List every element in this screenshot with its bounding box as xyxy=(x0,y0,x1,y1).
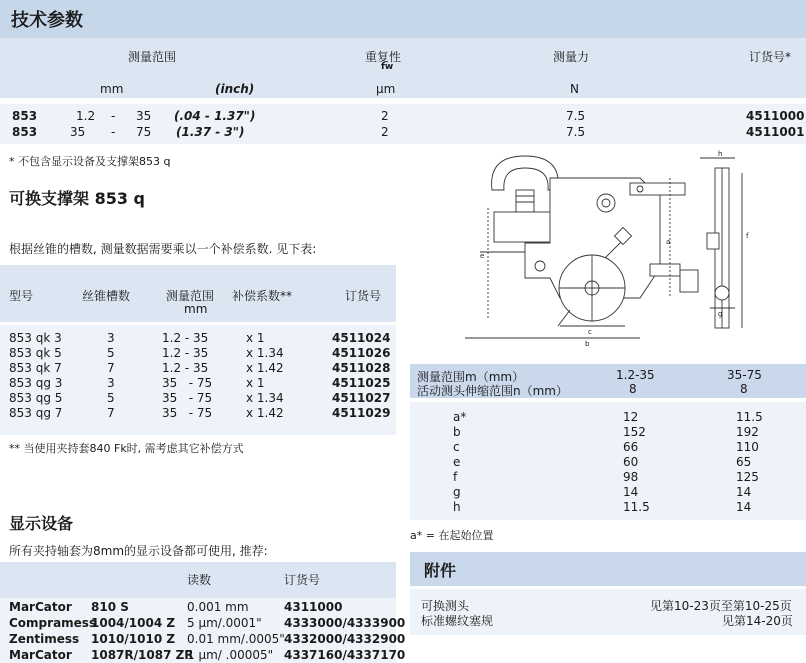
display-row-name: MarCator xyxy=(9,600,72,614)
support-row-flutes: 5 xyxy=(107,346,115,360)
dimension-key: c xyxy=(453,440,460,454)
support-row-range: 35 - 75 xyxy=(162,391,213,405)
support-header-flutes: 丝锥槽数 xyxy=(82,289,131,303)
dimension-value-1: 11.5 xyxy=(623,500,650,514)
tech-row-model: 853 xyxy=(12,109,38,123)
support-row-model: 853 qg 3 xyxy=(9,376,63,390)
accessory-ref: 见第10-23页至第10-25页 xyxy=(650,599,792,613)
dimension-value-2: 14 xyxy=(736,500,752,514)
support-desc: 根据丝锥的槽数, 测量数据需要乘以一个补偿系数. 见下表: xyxy=(9,242,317,256)
dim-label-f: f xyxy=(746,232,749,240)
display-header-reading: 读数 xyxy=(187,573,212,587)
tech-row-order: 4511001 xyxy=(746,125,805,139)
dim-travel-label: 活动测头伸缩范围n（mm） xyxy=(417,384,568,398)
support-row-model: 853 qg 7 xyxy=(9,406,63,420)
tech-row-model: 853 xyxy=(12,125,38,139)
dimension-key: e xyxy=(453,455,461,469)
col-header-force: 测量力 xyxy=(553,50,590,64)
tech-row-force: 7.5 xyxy=(566,125,586,139)
support-row-range: 1.2 - 35 xyxy=(162,361,209,375)
display-header-order: 订货号 xyxy=(284,573,321,587)
dimension-value-2: 14 xyxy=(736,485,752,499)
dimension-key: h xyxy=(453,500,461,514)
support-row-flutes: 7 xyxy=(107,406,115,420)
dimension-value-1: 60 xyxy=(623,455,639,469)
display-row-order: 4337160/4337170 xyxy=(284,648,406,662)
support-row-flutes: 3 xyxy=(107,331,115,345)
tech-row-to: 75 xyxy=(136,125,152,139)
display-row-name: MarCator xyxy=(9,648,72,662)
dimension-value-1: 98 xyxy=(623,470,639,484)
display-row-reading: 0.01 mm/.0005" xyxy=(187,632,285,646)
dimension-key: a* xyxy=(453,410,467,424)
dim-label-e: e xyxy=(480,252,485,260)
support-row-model: 853 qk 7 xyxy=(9,361,62,375)
support-row-range: 35 - 75 xyxy=(162,376,213,390)
tech-params-note: * 不包含显示设备及支撑架853 q xyxy=(9,155,171,168)
support-row-factor: x 1 xyxy=(246,331,265,345)
tech-row-inch: (1.37 - 3") xyxy=(176,125,245,139)
support-title: 可换支撑架 853 q xyxy=(9,189,145,208)
unit-mm: mm xyxy=(100,82,124,96)
accessory-label: 可换测头 xyxy=(421,599,470,613)
dimensions-note: a* = 在起始位置 xyxy=(410,529,494,542)
display-row-name: Compramess xyxy=(9,616,97,630)
support-row-factor: x 1.34 xyxy=(246,346,284,360)
display-row-reading: 5 µm/.0001" xyxy=(187,616,262,630)
col-header-order: 订货号* xyxy=(749,50,792,64)
support-row-range: 35 - 75 xyxy=(162,406,213,420)
accessories-title: 附件 xyxy=(424,561,457,580)
dimension-value-2: 192 xyxy=(736,425,759,439)
tech-row-from: 1.2 xyxy=(76,109,96,123)
unit-n: N xyxy=(570,82,579,96)
support-row-factor: x 1.34 xyxy=(246,391,284,405)
support-row-order: 4511028 xyxy=(332,361,391,375)
tech-row-to: 35 xyxy=(136,109,152,123)
support-header-model: 型号 xyxy=(9,289,34,303)
dimension-value-2: 11.5 xyxy=(736,410,763,424)
accessory-label: 标准螺纹塞规 xyxy=(421,614,494,628)
dimension-value-1: 12 xyxy=(623,410,639,424)
support-row-range: 1.2 - 35 xyxy=(162,331,209,345)
dim-label-a: a xyxy=(666,238,671,246)
display-desc: 所有夹持轴套为8mm的显示设备都可使用, 推荐: xyxy=(9,544,268,558)
support-row-factor: x 1 xyxy=(246,376,265,390)
dimension-value-2: 125 xyxy=(736,470,759,484)
dim-travel-value-2: 8 xyxy=(740,382,748,396)
support-header-range-unit: mm xyxy=(184,302,208,316)
tech-row-inch: (.04 - 1.37") xyxy=(174,109,256,123)
tech-params-rows-band xyxy=(0,104,806,144)
caliper-drawing xyxy=(410,148,806,360)
col-header-repeat: 重复性 xyxy=(365,50,402,64)
support-note: ** 当使用夹持套840 Fk时, 需考虑其它补偿方式 xyxy=(9,442,244,455)
dim-range-value-1: 1.2-35 xyxy=(616,368,655,382)
accessory-ref: 见第14-20页 xyxy=(722,614,793,628)
tech-row-dash: - xyxy=(111,109,116,123)
support-row-order: 4511027 xyxy=(332,391,391,405)
display-row-order: 4333000/4333900 xyxy=(284,616,406,630)
dimension-value-2: 65 xyxy=(736,455,752,469)
support-row-order: 4511026 xyxy=(332,346,391,360)
unit-um: µm xyxy=(376,82,396,96)
display-row-model: 810 S xyxy=(91,600,129,614)
dimension-key: f xyxy=(453,470,458,484)
tech-params-title: 技术参数 xyxy=(11,10,83,31)
unit-inch: (inch) xyxy=(215,82,255,96)
support-header-range: 测量范围 xyxy=(166,289,215,303)
dimension-value-1: 152 xyxy=(623,425,646,439)
support-row-model: 853 qk 3 xyxy=(9,331,62,345)
display-row-model: 1004/1004 Z xyxy=(91,616,176,630)
dimension-value-1: 14 xyxy=(623,485,639,499)
dim-label-b: b xyxy=(585,340,590,348)
tech-row-repeat: 2 xyxy=(381,109,389,123)
dim-label-g: g xyxy=(718,310,723,318)
display-title: 显示设备 xyxy=(9,514,74,533)
tech-row-order: 4511000 xyxy=(746,109,805,123)
dim-range-value-2: 35-75 xyxy=(727,368,762,382)
support-row-order: 4511024 xyxy=(332,331,391,345)
display-row-reading: 0.001 mm xyxy=(187,600,249,614)
tech-row-force: 7.5 xyxy=(566,109,586,123)
dim-label-c: c xyxy=(588,328,592,336)
dimension-key: g xyxy=(453,485,461,499)
display-row-model: 1087R/1087 ZR xyxy=(91,648,194,662)
dimension-value-2: 110 xyxy=(736,440,759,454)
support-row-model: 853 qg 5 xyxy=(9,391,63,405)
support-row-factor: x 1.42 xyxy=(246,361,284,375)
dim-travel-value-1: 8 xyxy=(629,382,637,396)
support-row-flutes: 3 xyxy=(107,376,115,390)
support-row-factor: x 1.42 xyxy=(246,406,284,420)
dim-label-h: h xyxy=(718,150,723,158)
support-header-factor: 补偿系数** xyxy=(232,289,293,303)
support-row-order: 4511025 xyxy=(332,376,391,390)
col-header-repeat-sub: fw xyxy=(381,62,394,72)
tech-row-from: 35 xyxy=(70,125,86,139)
display-row-order: 4332000/4332900 xyxy=(284,632,406,646)
display-row-name: Zentimess xyxy=(9,632,80,646)
dimension-value-1: 66 xyxy=(623,440,639,454)
support-row-flutes: 5 xyxy=(107,391,115,405)
display-row-reading: 1 µm/ .00005" xyxy=(187,648,274,662)
tech-row-dash: - xyxy=(111,125,116,139)
tech-params-title-bar xyxy=(0,0,806,38)
accessories-title-bar xyxy=(410,552,806,586)
support-row-flutes: 7 xyxy=(107,361,115,375)
col-header-range: 测量范围 xyxy=(128,50,177,64)
support-row-range: 1.2 - 35 xyxy=(162,346,209,360)
support-row-model: 853 qk 5 xyxy=(9,346,62,360)
tech-row-repeat: 2 xyxy=(381,125,389,139)
support-header-order: 订货号 xyxy=(345,289,382,303)
display-row-order: 4311000 xyxy=(284,600,343,614)
dimension-key: b xyxy=(453,425,461,439)
support-row-order: 4511029 xyxy=(332,406,391,420)
dim-range-label: 测量范围m（mm） xyxy=(417,370,525,384)
caliper-diagram xyxy=(410,148,806,360)
display-row-model: 1010/1010 Z xyxy=(91,632,176,646)
